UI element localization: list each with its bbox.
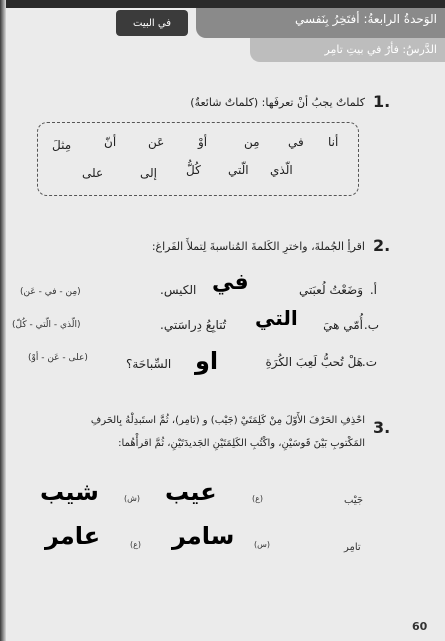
lesson-title: الدَّرسُ: فأرٌ في بيتِ تامِر xyxy=(324,43,437,56)
question-3-line-2: المَكْتوبِ بَيْنَ قَوسَيْنِ، واكْتُبِ الكَلِمَتَيْنِ الجَديدَتَيْنِ، ثُمَّ اقرأْهُما: xyxy=(118,438,365,449)
common-word: في xyxy=(288,135,304,149)
question-3-number: 3. xyxy=(373,418,391,437)
sentence-b-answer[interactable]: التي xyxy=(255,306,298,330)
sentence-a-choices: (مِن - في - عَن) xyxy=(20,287,81,297)
sentence-c-choices: (على - عَن - أوْ) xyxy=(28,353,88,363)
sentence-c-before: هَلْ تُحبُّ لَعِبَ الكُرَةِ xyxy=(265,355,363,369)
common-words-box xyxy=(37,122,359,196)
unit-title: الوَحدةُ الرابعةُ: أفتَخِرُ بِنَفسي xyxy=(295,12,437,26)
sentence-b-after: تُتابِعُ دِراسَتي. xyxy=(160,318,227,332)
question-1-number: 1. xyxy=(373,92,391,111)
binding-shadow xyxy=(0,0,6,641)
top-shadow xyxy=(0,0,445,8)
home-tab[interactable]: في البيت xyxy=(116,10,188,36)
question-1-prompt: كلماتٌ يجبُ أنْ تعرفَها: (كلماتٌ شائعةٌ) xyxy=(190,96,365,109)
sentence-b-before: أُمّي هيَ xyxy=(323,318,363,332)
common-word: أوْ xyxy=(198,135,208,149)
answer-word[interactable]: سامر xyxy=(172,522,235,550)
common-word: مِن xyxy=(244,135,260,149)
sentence-c-after: السِّباحَة؟ xyxy=(126,357,172,371)
common-word: عَن xyxy=(148,135,165,149)
common-word: الّتي xyxy=(228,163,249,177)
answer-word[interactable]: عيب xyxy=(165,478,217,506)
common-word: الّذي xyxy=(270,163,293,177)
letter-hint: (س) xyxy=(254,540,271,549)
sentence-c-label: ت. xyxy=(361,355,377,369)
question-3-line-1: احْذِفِ الحَرْفَ الأَوّلَ مِنْ كَلِمَتَيْ (جَيْب) و (تامِر)، ثُمَّ استَبدِلْهُ بِالحَرفِ xyxy=(90,415,365,426)
sentence-c-answer[interactable]: او xyxy=(195,347,219,375)
common-word: إلى xyxy=(140,166,157,180)
source-word: جَيْب xyxy=(344,495,364,506)
sentence-a-answer[interactable]: في xyxy=(212,270,249,295)
common-word: أنّ xyxy=(104,135,117,149)
question-2-number: 2. xyxy=(373,236,391,255)
common-word: كُلُّ xyxy=(186,163,201,177)
common-word: أنا xyxy=(328,135,339,149)
letter-hint: (ع) xyxy=(252,494,264,503)
source-word: تامِر xyxy=(344,542,361,553)
sentence-b-label: ب. xyxy=(363,318,379,332)
page-number: 60 xyxy=(412,620,428,633)
letter-hint: (ش) xyxy=(124,494,141,503)
sentence-a-label: أ. xyxy=(369,283,377,297)
sentence-a-after: الكيس. xyxy=(160,283,197,297)
question-2-prompt: اقرأِ الجُملةَ، واخترِ الكَلمةَ المُناسبةَ لِتملأَ الفَراغ: xyxy=(151,240,365,253)
answer-word[interactable]: عامر xyxy=(45,522,101,550)
sentence-b-choices: (الّذي - الّتي - كُلّ) xyxy=(12,320,81,330)
common-word: على xyxy=(82,166,104,180)
answer-word[interactable]: شيب xyxy=(40,478,99,506)
common-word: مِثلَ xyxy=(52,138,72,152)
sentence-a-before: وَضَعْتُ لُعبَتي xyxy=(298,283,363,297)
letter-hint: (ع) xyxy=(130,540,142,549)
